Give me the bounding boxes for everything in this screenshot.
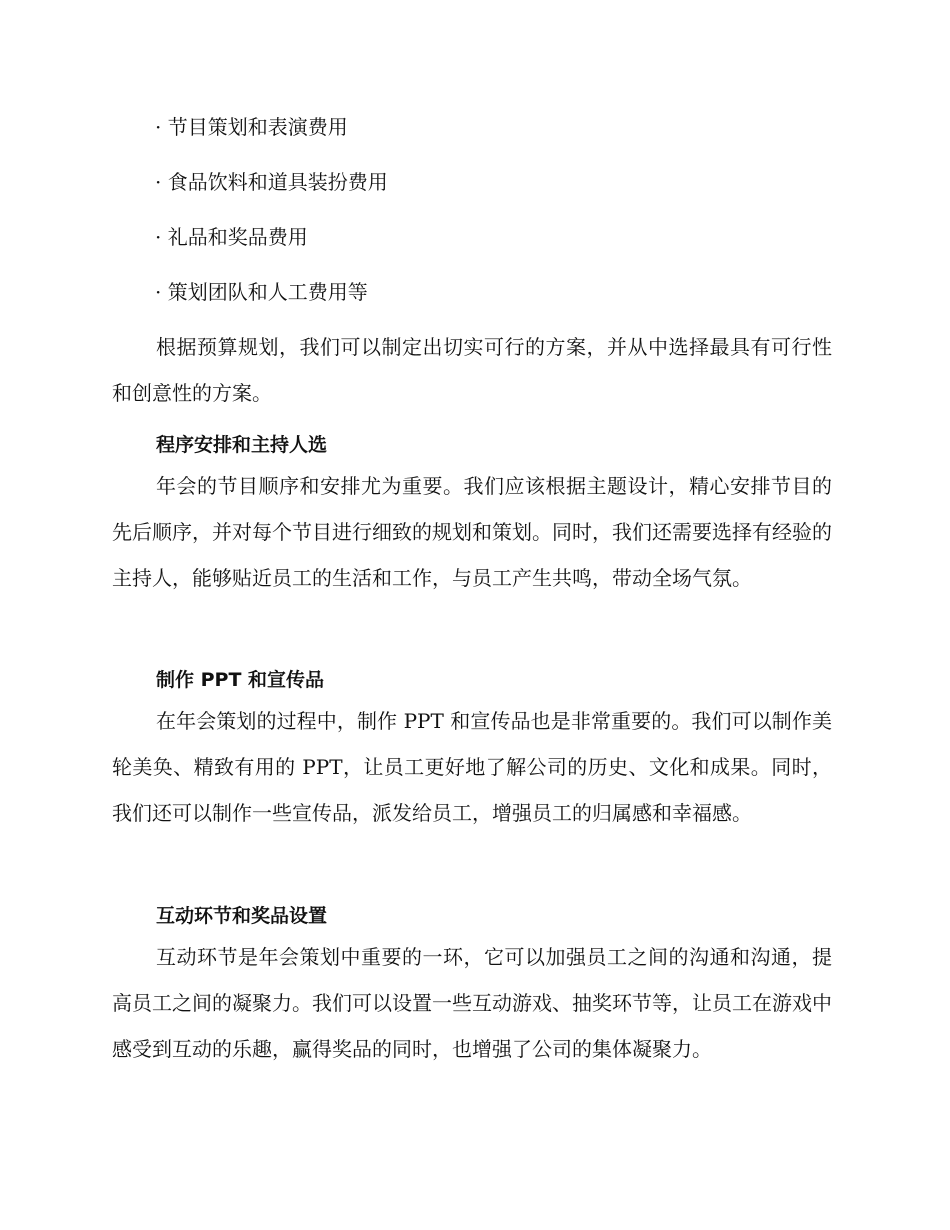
bullet-item: · 策划团队和人工费用等: [155, 280, 368, 304]
paragraph-interaction: 互动环节是年会策划中重要的一环，它可以加强员工之间的沟通和沟通，提高员工之间的凝聚力。我们可以设置一些互动游戏、抽奖环节等，让员工在游戏中感受到互动的乐趣，赢得奖品的同时，也增强了公司的集体凝聚力。: [112, 945, 832, 1061]
bullet-item: · 食品饮料和道具装扮费用: [155, 170, 388, 194]
bullet-item: · 节目策划和表演费用: [155, 115, 348, 139]
paragraph-budget-plan: 根据预算规划，我们可以制定出切实可行的方案，并从中选择最具有可行性和创意性的方案。: [112, 335, 832, 405]
section-heading-interaction: 互动环节和奖品设置: [156, 905, 328, 927]
paragraph-program: 年会的节目顺序和安排尤为重要。我们应该根据主题设计，精心安排节目的先后顺序，并对每个节目进行细致的规划和策划。同时，我们还需要选择有经验的主持人，能够贴近员工的生活和工作，与员工产生共鸣，带动全场气氛。: [112, 474, 832, 590]
section-heading-ppt: 制作 PPT 和宣传品: [156, 669, 325, 691]
paragraph-ppt: 在年会策划的过程中，制作 PPT 和宣传品也是非常重要的。我们可以制作美轮美奂、精致有用的 PPT，让员工更好地了解公司的历史、文化和成果。同时，我们还可以制作一些宣传品，派发给员工，增强员工的归属感和幸福感。: [112, 709, 832, 825]
bullet-item: · 礼品和奖品费用: [155, 225, 308, 249]
section-heading-program: 程序安排和主持人选: [156, 434, 328, 456]
